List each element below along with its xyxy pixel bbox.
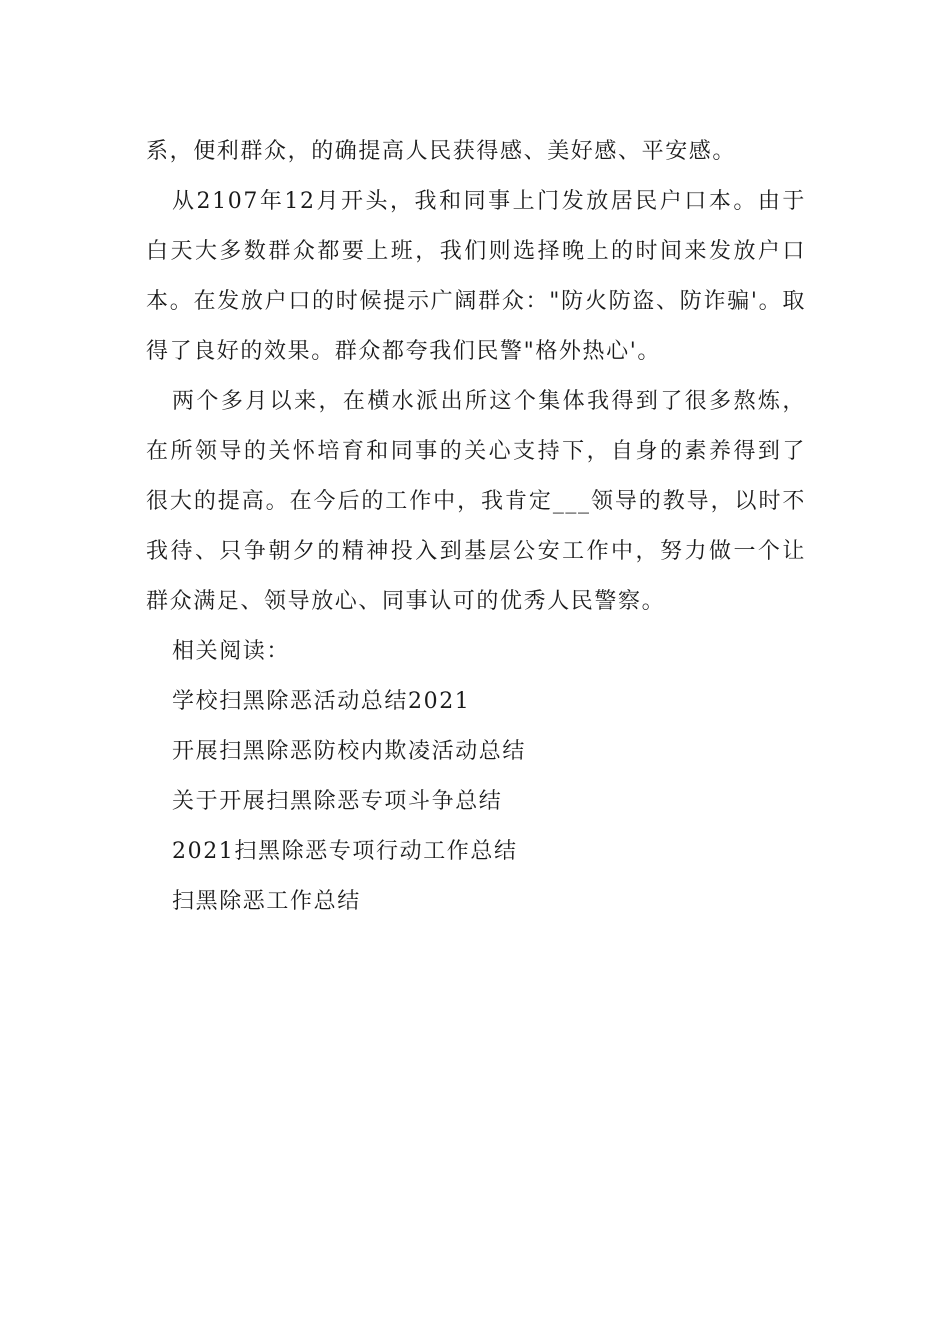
related-link[interactable]: 开展扫黑除恶防校内欺凌活动总结 — [172, 739, 527, 764]
related-link[interactable]: 学校扫黑除恶活动总结2021 — [172, 689, 471, 714]
related-link[interactable]: 关于开展扫黑除恶专项斗争总结 — [172, 789, 503, 814]
related-link[interactable]: 扫黑除恶工作总结 — [172, 889, 361, 914]
paragraph-continuation: 系，便利群众，的确提高人民获得感、美好感、平安感。 — [146, 139, 737, 164]
paragraph-household-register: 从2107年12月开头，我和同事上门发放居民户口本。由于白天大多数群众都要上班，我们则选择晚上的时间来发放户口本。在发放户口的时候提示广阔群众："防火防盗、防诈骗'。取得了良好的效果。群众都夸我们民警"格外热心'。 — [146, 189, 806, 364]
related-reading-list — [146, 677, 806, 927]
related-link[interactable]: 2021扫黑除恶专项行动工作总结 — [172, 839, 518, 864]
document-body — [146, 127, 806, 927]
related-reading-section — [146, 627, 806, 927]
paragraph-reflection: 两个多月以来，在横水派出所这个集体我得到了很多熬炼，在所领导的关怀培育和同事的关心支持下，自身的素养得到了很大的提高。在今后的工作中，我肯定___领导的教导，以时不我待、只争朝夕的精神投入到基层公安工作中，努力做一个让群众满足、领导放心、同事认可的优秀人民警察。 — [146, 389, 806, 614]
related-reading-heading: 相关阅读： — [172, 639, 291, 664]
